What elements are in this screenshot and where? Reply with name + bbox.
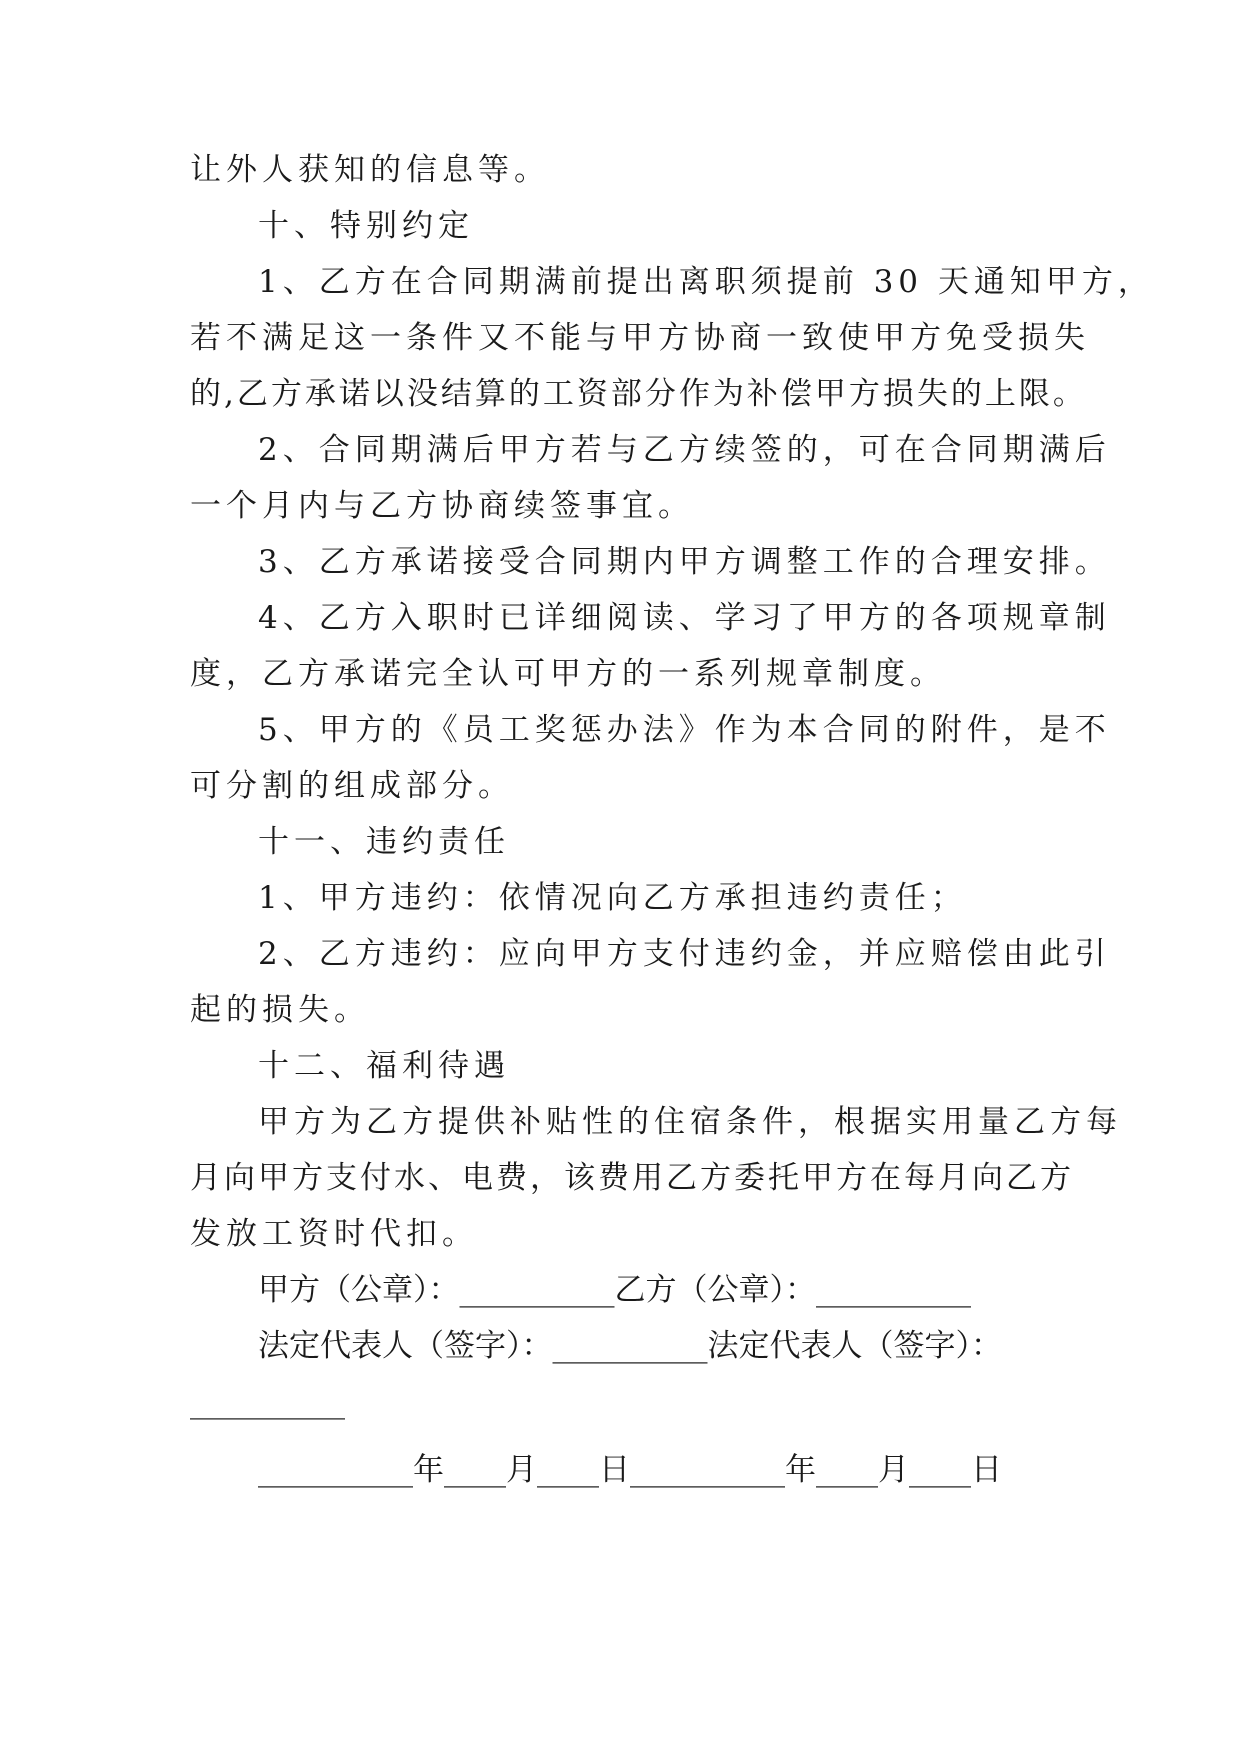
paragraph-line: 可分割的组成部分。 [190, 768, 514, 804]
signature-line-representative: 法定代表人（签字）：__________法定代表人（签字）： [258, 1328, 1002, 1364]
paragraph-line: 度，乙方承诺完全认可甲方的一系列规章制度。 [190, 656, 946, 692]
paragraph-line: 5、甲方的《员工奖惩办法》作为本合同的附件，是不 [258, 712, 1111, 748]
paragraph-line: 一个月内与乙方协商续签事宜。 [190, 488, 694, 524]
signature-line-seal: 甲方（公章）：__________乙方（公章）：__________ [258, 1272, 971, 1308]
paragraph-line: 甲方为乙方提供补贴性的住宿条件，根据实用量乙方每 [258, 1104, 1122, 1140]
signature-blank: __________ [190, 1384, 345, 1420]
section-heading: 十二、福利待遇 [258, 1048, 510, 1084]
paragraph-line: 2、合同期满后甲方若与乙方续签的，可在合同期满后 [258, 432, 1111, 468]
paragraph-line: 发放工资时代扣。 [190, 1216, 478, 1252]
paragraph-line: 4、乙方入职时已详细阅读、学习了甲方的各项规章制 [258, 600, 1111, 636]
paragraph-line: 1、乙方在合同期满前提出离职须提前 30 天通知甲方， [258, 264, 1154, 300]
paragraph-line: 3、乙方承诺接受合同期内甲方调整工作的合理安排。 [258, 544, 1111, 580]
paragraph-line: 月向甲方支付水、电费，该费用乙方委托甲方在每月向乙方 [190, 1160, 1074, 1196]
paragraph-line: 2、乙方违约：应向甲方支付违约金，并应赔偿由此引 [258, 936, 1111, 972]
date-line: __________年____月____日__________年____月____日 [258, 1452, 1002, 1488]
paragraph-line: 起的损失。 [190, 992, 370, 1028]
paragraph-line: 1、甲方违约：依情况向乙方承担违约责任； [258, 880, 967, 916]
paragraph-line: 的,乙方承诺以没结算的工资部分作为补偿甲方损失的上限。 [190, 376, 1087, 412]
paragraph-line: 若不满足这一条件又不能与甲方协商一致使甲方免受损失 [190, 320, 1090, 356]
paragraph-line: 让外人获知的信息等。 [190, 152, 550, 188]
section-heading: 十一、违约责任 [258, 824, 510, 860]
section-heading: 十、特别约定 [258, 208, 474, 244]
